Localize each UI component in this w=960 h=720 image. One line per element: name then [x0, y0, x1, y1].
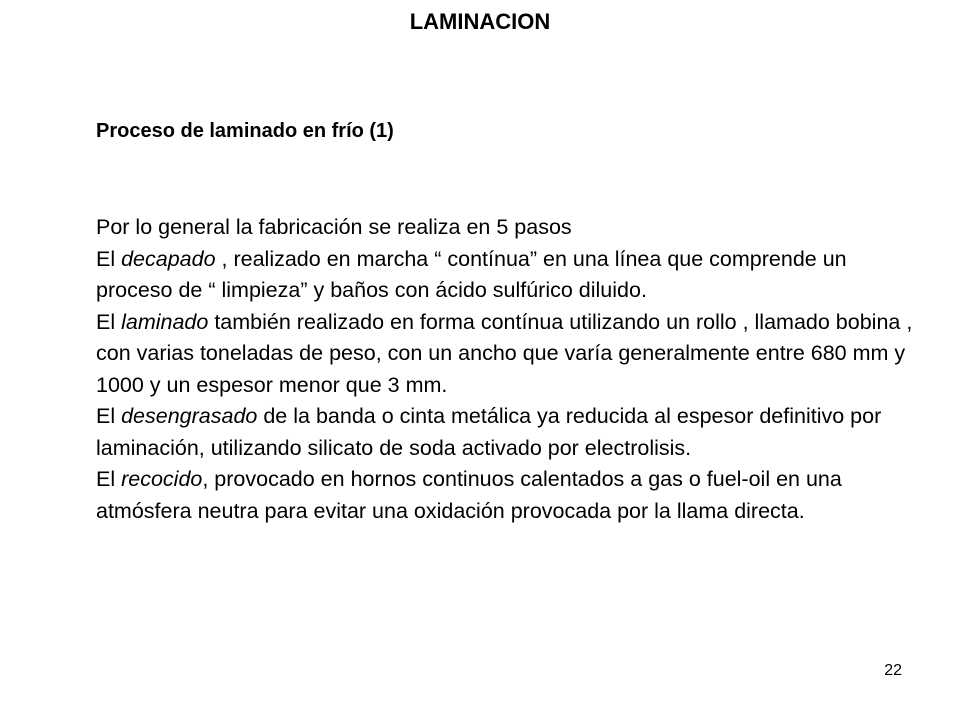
- step-decapado: [96, 244, 926, 307]
- step-term: recocido: [121, 467, 203, 491]
- step-prefix: El: [96, 467, 122, 491]
- step-laminado: [96, 307, 926, 402]
- step-text: de la banda o cinta metálica ya reducida al espesor definitivo por laminación, utilizando silicato de soda activado por electrolisis.: [96, 404, 882, 460]
- step-term: decapado: [121, 246, 216, 271]
- body-text: [96, 212, 926, 527]
- page-number: 22: [884, 662, 902, 679]
- step-text: , provocado en hornos continuos calentados a gas o fuel-oil en una atmósfera neutra para evitar una oxidación provocada por la llama directa.: [96, 467, 842, 523]
- step-prefix: El: [96, 404, 122, 428]
- page-title: LAMINACION: [409, 9, 551, 34]
- step-text: , realizado en marcha “ contínua” en una línea que comprende un proceso de “ limpieza” y baños con ácido sulfúrico diluido.: [96, 246, 847, 302]
- step-text: también realizado en forma contínua utilizando un rollo , llamado bobina , con varias toneladas de peso, con un ancho que varía generalmente entre 680 mm y 1000 y un espesor menor que 3 mm.: [96, 309, 913, 397]
- step-term: desengrasado: [121, 404, 258, 428]
- step-term: laminado: [121, 309, 209, 334]
- step-prefix: El: [96, 246, 122, 271]
- step-recocido: [96, 464, 926, 527]
- step-prefix: El: [96, 309, 122, 334]
- section-subtitle: Proceso de laminado en frío (1): [96, 120, 394, 142]
- intro-paragraph: Por lo general la fabricación se realiza en 5 pasos: [96, 215, 572, 239]
- step-desengrasado: [96, 401, 926, 464]
